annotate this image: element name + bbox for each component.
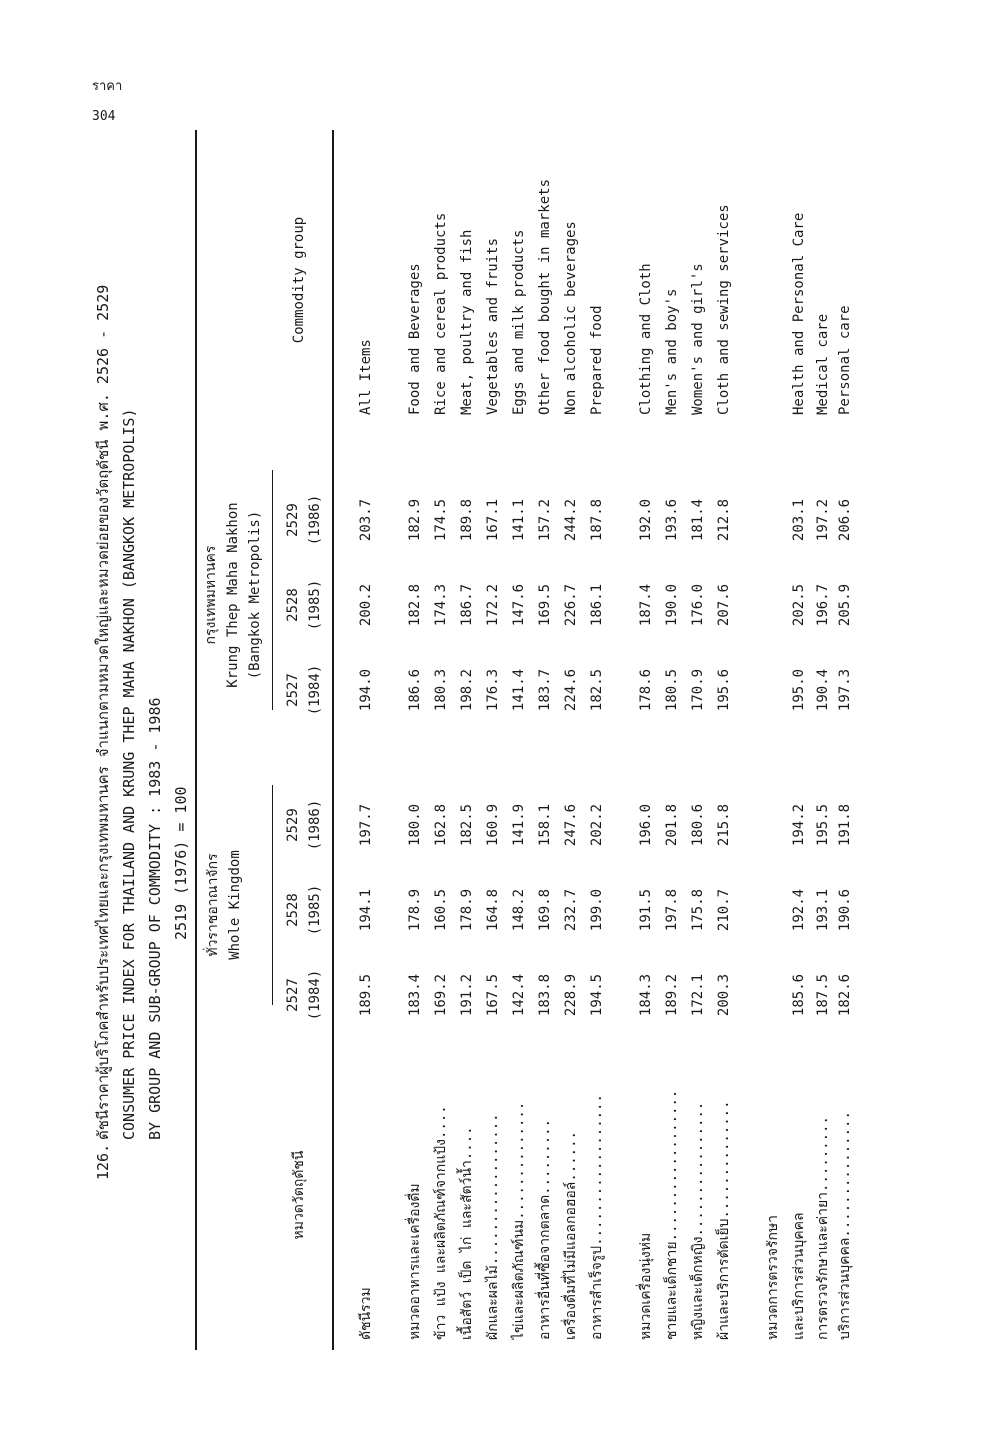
row-thai-label: อาหารอื่นที่ซื้อจากตลาด......... [537, 1118, 553, 1340]
row-value: 200.3 [716, 973, 732, 1017]
row-english-label: Vegetables and fruits [485, 237, 501, 415]
row-value: 189.8 [459, 498, 475, 542]
table-row [480, 130, 506, 1350]
row-thai-label: ชายและเด็กชาย.................. [664, 1089, 680, 1340]
row-thai-label: ผ้าและบริการตัดเย็บ.............. [716, 1100, 732, 1340]
row-value: 167.1 [485, 498, 501, 542]
row-english-label: All Items [358, 339, 374, 415]
row-english-label: Meat, poultry and fish [459, 229, 475, 415]
row-value: 207.6 [716, 583, 732, 627]
header-thai-group: หมวดวัตถุดัชนี [291, 1150, 307, 1240]
row-value: 187.8 [589, 498, 605, 542]
row-value: 212.8 [716, 498, 732, 542]
row-value: 141.9 [511, 803, 527, 847]
row-value: 183.4 [407, 973, 423, 1017]
row-value: 182.5 [589, 668, 605, 712]
row-value: 203.7 [358, 498, 374, 542]
year-header [282, 485, 326, 555]
title-base-year: 2519 (1976) = 100 [172, 786, 190, 940]
row-value: 164.8 [485, 888, 501, 932]
page-header [92, 72, 122, 132]
row-value: 176.0 [690, 583, 706, 627]
row-value: 186.1 [589, 583, 605, 627]
row-value: 190.6 [837, 888, 853, 932]
row-thai-label: ไข่และผลิตภัณฑ์นม.............. [511, 1101, 527, 1340]
year-header [282, 875, 326, 945]
row-value: 191.2 [459, 973, 475, 1017]
row-value: 201.8 [664, 803, 680, 847]
year-ce: (1985) [307, 884, 323, 936]
row-thai-label: ดัชนีรวม [358, 1287, 374, 1340]
year-be: 2528 [285, 588, 301, 622]
top-rule [195, 130, 197, 1350]
row-english-label: Medical care [815, 313, 831, 415]
table-row [786, 130, 812, 1350]
row-thai-label: หมวดเครื่องนุ่งห่ม [638, 1232, 654, 1340]
row-value: 206.6 [837, 498, 853, 542]
row-value: 184.3 [638, 973, 654, 1017]
row-value: 232.7 [563, 888, 579, 932]
row-english-label: Clothing and Cloth [638, 263, 654, 415]
row-value: 158.1 [537, 803, 553, 847]
year-ce: (1986) [307, 494, 323, 546]
row-english-label: Women's and girl's [690, 263, 706, 415]
row-value: 160.9 [485, 803, 501, 847]
row-value: 185.6 [791, 973, 807, 1017]
year-ce: (1984) [307, 969, 323, 1021]
row-value: 162.8 [433, 803, 449, 847]
row-value: 189.2 [664, 973, 680, 1017]
row-value: 191.8 [837, 803, 853, 847]
row-value: 182.6 [837, 973, 853, 1017]
header-bangkok-2: (Bangkok Metropolis) [247, 510, 263, 680]
row-value: 193.6 [664, 498, 680, 542]
table-row [454, 130, 480, 1350]
row-value: 182.8 [407, 583, 423, 627]
table-row [633, 130, 659, 1350]
table-row [558, 130, 584, 1350]
row-thai-label: เนื้อสัตว์ เป็ด ไก่ และสัตว์น้ำ.... [459, 1126, 475, 1340]
row-value: 180.5 [664, 668, 680, 712]
row-value: 187.4 [638, 583, 654, 627]
row-value: 187.5 [815, 973, 831, 1017]
row-value: 190.0 [664, 583, 680, 627]
header-bangkok-1: Krung Thep Maha Nakhon [225, 502, 241, 688]
row-value: 175.8 [690, 888, 706, 932]
table-row [685, 130, 711, 1350]
row-value: 194.2 [791, 803, 807, 847]
row-value: 194.1 [358, 888, 374, 932]
header-bangkok-thai: กรุงเทพมหานคร [203, 545, 219, 645]
year-header [282, 790, 326, 860]
row-value: 210.7 [716, 888, 732, 932]
row-value: 178.9 [407, 888, 423, 932]
row-thai-label: การตรวจรักษาและค่ายา......... [815, 1116, 831, 1340]
table-row [532, 130, 558, 1350]
row-thai-label: ข้าว แป้ง และผลิตภัณฑ์จากแป้ง.... [433, 1105, 449, 1340]
row-thai-label: ผักและผลไม้.................. [485, 1113, 501, 1340]
table-row [506, 130, 532, 1350]
row-value: 195.0 [791, 668, 807, 712]
row-value: 215.8 [716, 803, 732, 847]
row-value: 180.6 [690, 803, 706, 847]
row-value: 195.5 [815, 803, 831, 847]
row-value: 197.3 [837, 668, 853, 712]
title-english-1: CONSUMER PRICE INDEX FOR THAILAND AND KRUNG THEP MAHA NAKHON (BANGKOK METROPOLIS) [120, 408, 138, 1140]
year-be: 2527 [285, 673, 301, 707]
page-number: 304 [92, 109, 116, 124]
row-value: 182.5 [459, 803, 475, 847]
title-english-2: BY GROUP AND SUB-GROUP OF COMMODITY : 1983 - 1986 [146, 697, 164, 1140]
row-value: 189.5 [358, 973, 374, 1017]
table-row [760, 130, 786, 1350]
row-english-label: Other food bought in markets [537, 178, 553, 415]
row-value: 200.2 [358, 583, 374, 627]
row-value: 169.8 [537, 888, 553, 932]
row-value: 198.2 [459, 668, 475, 712]
row-value: 197.7 [358, 803, 374, 847]
row-value: 197.2 [815, 498, 831, 542]
row-value: 169.2 [433, 973, 449, 1017]
row-value: 180.3 [433, 668, 449, 712]
year-be: 2528 [285, 893, 301, 927]
table-number: 126. [94, 1143, 112, 1180]
table-row [711, 130, 737, 1350]
row-value: 157.2 [537, 498, 553, 542]
row-value: 160.5 [433, 888, 449, 932]
row-thai-label: และบริการส่วนบุคคล [791, 1212, 807, 1340]
row-value: 205.9 [837, 583, 853, 627]
row-thai-label: หมวดอาหารและเครื่องดื่ม [407, 1183, 423, 1340]
year-header [282, 655, 326, 725]
row-value: 203.1 [791, 498, 807, 542]
row-value: 190.4 [815, 668, 831, 712]
row-value: 148.2 [511, 888, 527, 932]
row-value: 183.7 [537, 668, 553, 712]
row-value: 178.9 [459, 888, 475, 932]
row-value: 170.9 [690, 668, 706, 712]
row-value: 192.4 [791, 888, 807, 932]
row-value: 178.6 [638, 668, 654, 712]
year-ce: (1985) [307, 579, 323, 631]
row-value: 224.6 [563, 668, 579, 712]
row-value: 174.5 [433, 498, 449, 542]
row-value: 191.5 [638, 888, 654, 932]
row-value: 142.4 [511, 973, 527, 1017]
row-value: 186.6 [407, 668, 423, 712]
table-row [428, 130, 454, 1350]
year-ce: (1986) [307, 799, 323, 851]
row-value: 183.8 [537, 973, 553, 1017]
row-value: 196.7 [815, 583, 831, 627]
row-value: 141.1 [511, 498, 527, 542]
row-value: 193.1 [815, 888, 831, 932]
row-value: 172.2 [485, 583, 501, 627]
row-value: 169.5 [537, 583, 553, 627]
row-thai-label: หมวดการตรวจรักษา [765, 1214, 781, 1340]
row-value: 141.4 [511, 668, 527, 712]
year-header [282, 570, 326, 640]
row-value: 180.0 [407, 803, 423, 847]
table-row [659, 130, 685, 1350]
table-row [584, 130, 610, 1350]
header-whole-kingdom-thai: ทั่วราชอาณาจักร [205, 853, 221, 957]
row-value: 197.8 [664, 888, 680, 932]
row-value: 167.5 [485, 973, 501, 1017]
table-row [402, 130, 428, 1350]
header-commodity-group: Commodity group [291, 216, 307, 344]
row-thai-label: บริการส่วนบุคคล............... [837, 1111, 853, 1340]
row-value: 228.9 [563, 973, 579, 1017]
row-value: 244.2 [563, 498, 579, 542]
row-thai-label: อาหารสำเร็จรูป.................. [589, 1094, 605, 1340]
row-value: 174.3 [433, 583, 449, 627]
row-english-label: Health and Personal Care [791, 212, 807, 415]
whole-kingdom-rule [272, 785, 273, 1005]
year-be: 2529 [285, 503, 301, 537]
page-label: ราคา [92, 79, 123, 94]
row-value: 202.2 [589, 803, 605, 847]
row-english-label: Rice and cereal products [433, 212, 449, 415]
row-thai-label: หญิงและเด็กหญิง................ [690, 1101, 706, 1340]
row-english-label: Food and Beverages [407, 263, 423, 415]
row-value: 194.5 [589, 973, 605, 1017]
year-header [282, 960, 326, 1030]
row-english-label: Non alcoholic beverages [563, 221, 579, 415]
row-value: 192.0 [638, 498, 654, 542]
row-value: 172.1 [690, 973, 706, 1017]
row-value: 195.6 [716, 668, 732, 712]
row-value: 176.3 [485, 668, 501, 712]
row-english-label: Prepared food [589, 305, 605, 415]
row-value: 202.5 [791, 583, 807, 627]
row-value: 194.0 [358, 668, 374, 712]
row-english-label: Cloth and sewing services [716, 204, 732, 415]
row-value: 196.0 [638, 803, 654, 847]
table-title [90, 130, 194, 1180]
row-value: 199.0 [589, 888, 605, 932]
table-row [834, 130, 853, 1350]
header-whole-kingdom: Whole Kingdom [227, 850, 243, 960]
row-english-label: Eggs and milk products [511, 229, 527, 415]
row-value: 182.9 [407, 498, 423, 542]
year-ce: (1984) [307, 664, 323, 716]
row-english-label: Personal care [837, 305, 853, 415]
row-english-label: Men's and boy's [664, 288, 680, 415]
year-be: 2529 [285, 808, 301, 842]
title-thai: ดัชนีราคาผู้บริโภคสำหรับประเทศไทยและกรุงเทพมหานคร จำแนกตามหมวดใหญ่และหมวดย่อยของวัตถุดัชนี พ.ศ. 2526 - 2529 [94, 284, 112, 1140]
row-value: 181.4 [690, 498, 706, 542]
rotated-table-sheet [80, 130, 853, 1350]
table-row [353, 130, 379, 1350]
row-value: 147.6 [511, 583, 527, 627]
row-thai-label: เครื่องดื่มที่ไม่มีแอลกอฮอล์...... [563, 1131, 579, 1340]
bangkok-rule [272, 470, 273, 710]
header-rule [332, 130, 334, 1350]
row-value: 226.7 [563, 583, 579, 627]
year-be: 2527 [285, 978, 301, 1012]
row-value: 186.7 [459, 583, 475, 627]
row-value: 247.6 [563, 803, 579, 847]
